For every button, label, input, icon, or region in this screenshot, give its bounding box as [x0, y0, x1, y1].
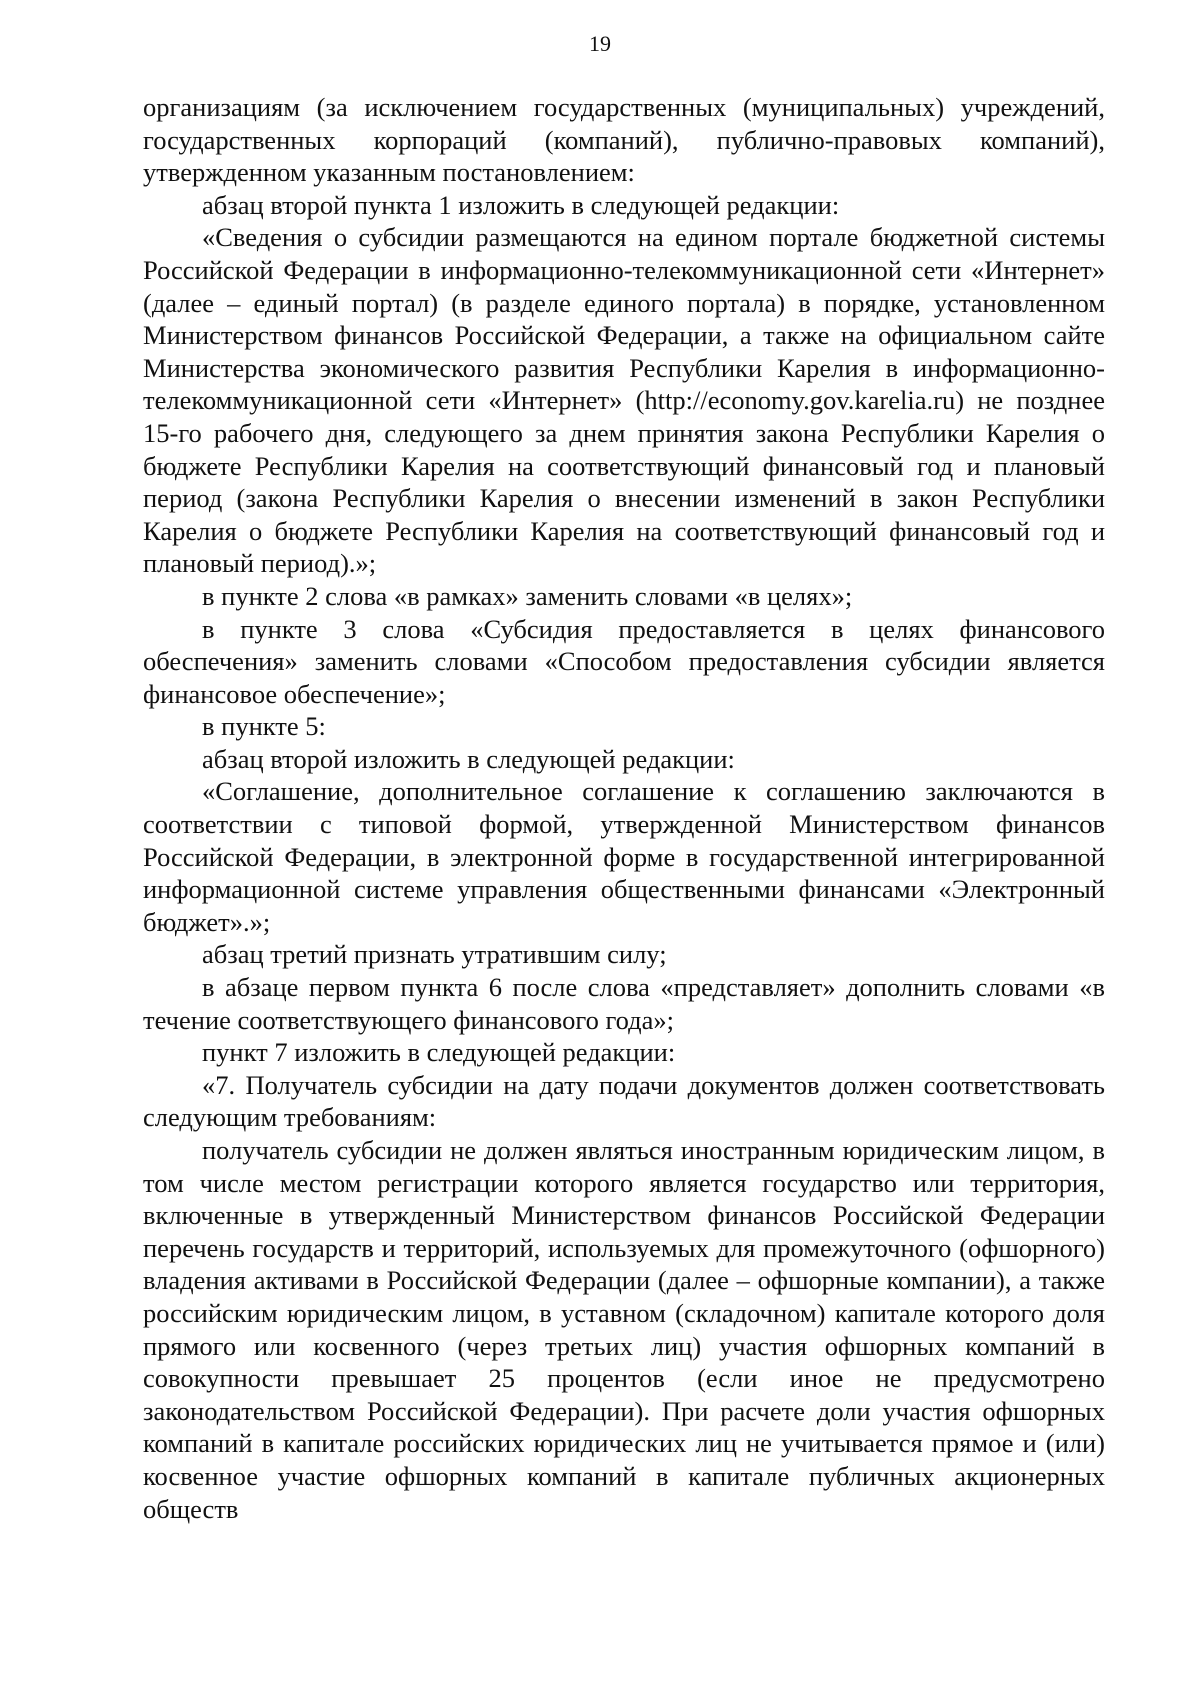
paragraph: «Соглашение, дополнительное соглашение к соглашению заключаются в соответствии с типовой формой, утвержденной Министерством финансов Российской Федерации, в электронной форме в государственной интегрированной информационной системе управления общественными финансами «Электронный бюджет».»;	[143, 776, 1105, 937]
paragraph: в абзаце первом пункта 6 после слова «представляет» дополнить словами «в течение соответствующего финансового года»;	[143, 972, 1105, 1035]
paragraph: абзац второй пункта 1 изложить в следующей редакции:	[202, 189, 840, 220]
paragraph: в пункте 3 слова «Субсидия предоставляется в целях финансового обеспечения» заменить словами «Способом предоставления субсидии является финансовое обеспечение»;	[143, 613, 1105, 709]
paragraph: «7. Получатель субсидии на дату подачи документов должен соответствовать следующим требованиям:	[143, 1069, 1105, 1133]
paragraph: абзац третий признать утратившим силу;	[202, 939, 667, 970]
page-number: 19	[589, 31, 611, 56]
paragraph: получатель субсидии не должен являться иностранным юридическим лицом, в том числе местом регистрации которого является государство или территория, включенные в утвержденный Министерством финансов Российской Федерации перечень государств и территорий, используемых для промежуточного (офшорного) владения активами в Российской Федерации (далее – офшорные компании), а также российским юридическим лицом, в уставном (складочном) капитале которого доля прямого или косвенного (через третьих лиц) участия офшорных компаний в совокупности превышает 25 процентов (если иное не предусмотрено законодательством Российской Федерации). При расчете доли участия офшорных компаний в капитале российских юридических лиц не учитывается прямое и (или) косвенное участие офшорных компаний в капитале публичных акционерных обществ	[143, 1135, 1105, 1524]
document-body	[143, 91, 1105, 1525]
paragraph: в пункте 5:	[202, 711, 326, 742]
paragraph: абзац второй изложить в следующей редакции:	[202, 743, 735, 774]
paragraph: в пункте 2 слова «в рамках» заменить словами «в целях»;	[202, 580, 853, 611]
paragraph: «Сведения о субсидии размещаются на едином портале бюджетной системы Российской Федерации в информационно-телекоммуникационной сети «Интернет» (далее – единый портал) (в разделе единого портала) в порядке, установленном Министерством финансов Российской Федерации, а также на официальном сайте Министерства экономического развития Республики Карелия в информационно-телекоммуникационной сети «Интернет» (http://economy.gov.karelia.ru) не позднее 15-го рабочего дня, следующего за днем принятия закона Республики Карелия о бюджете Республики Карелия на соответствующий финансовый год и плановый период (закона Республики Карелия о внесении изменений в закон Республики Карелия о бюджете Республики Карелия на соответствующий финансовый год и плановый период).»;	[143, 222, 1105, 579]
paragraph: организациям (за исключением государственных (муниципальных) учреждений, государственных корпораций (компаний), публично-правовых компаний), утвержденном указанным постановлением:	[143, 92, 1105, 188]
paragraph: пункт 7 изложить в следующей редакции:	[202, 1037, 676, 1068]
